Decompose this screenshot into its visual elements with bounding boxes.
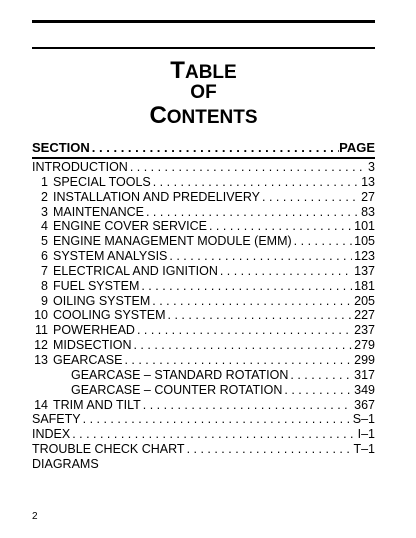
toc-entry-page: 101 (354, 219, 375, 234)
toc-entry[interactable] (32, 205, 375, 220)
toc-entry[interactable] (32, 338, 375, 353)
toc-entry-title: INTRODUCTION (32, 160, 128, 174)
toc-entry[interactable] (32, 175, 375, 190)
title-line-2: OF (190, 82, 217, 104)
toc-entry-number (32, 383, 53, 398)
section-heading: SECTION (32, 140, 90, 155)
toc-entry-page: 205 (354, 293, 375, 308)
toc-entry-leader (139, 279, 352, 294)
toc-entry[interactable] (32, 353, 375, 368)
toc-entry-title: COOLING SYSTEM (53, 308, 166, 323)
toc-entry-leader (150, 294, 352, 309)
toc-entry-title: SPECIAL TOOLS (53, 174, 151, 189)
toc-entry-number: 2 (41, 189, 48, 204)
page-title (32, 58, 375, 128)
toc-header (32, 140, 375, 156)
toc-entry[interactable] (32, 427, 375, 442)
toc-entry[interactable] (32, 457, 375, 472)
toc-entry-page: 83 (361, 204, 375, 219)
toc-entry[interactable] (32, 323, 375, 338)
toc-entry-number: 3 (41, 204, 48, 219)
toc-entry-leader (288, 368, 352, 383)
toc-entry-page: 279 (354, 338, 375, 353)
toc-entry-title: MIDSECTION (53, 338, 132, 353)
toc-entry-page: S–1 (352, 412, 375, 427)
toc-entry-page: 367 (354, 397, 375, 412)
toc-entry-page: 237 (354, 323, 375, 338)
toc-entry-leader (128, 160, 366, 175)
toc-entry-title: GEARCASE – STANDARD ROTATION (71, 367, 289, 382)
toc-entry[interactable] (32, 234, 375, 249)
toc-entry-title: SAFETY (32, 412, 81, 427)
toc-entry-number: 9 (41, 293, 48, 308)
toc-entry-leader (207, 219, 352, 234)
toc-entry-number: 12 (34, 338, 48, 353)
toc-entry-leader (81, 412, 351, 427)
toc-entry-leader (167, 249, 352, 264)
toc-entry-title: MAINTENANCE (53, 204, 144, 219)
toc-entry-title: GEARCASE (53, 352, 123, 367)
toc-entry-number: 7 (41, 263, 48, 278)
page-heading: PAGE (339, 140, 375, 155)
toc-entry-number: 1 (41, 174, 48, 189)
toc-entry-title: POWERHEAD (53, 323, 135, 338)
toc-entry-number (32, 368, 53, 383)
toc-entry-leader (282, 383, 352, 398)
toc-entry[interactable] (32, 249, 375, 264)
toc-entry-leader (151, 175, 359, 190)
toc-entry-title: ENGINE COVER SERVICE (53, 219, 207, 234)
toc-entry[interactable] (32, 219, 375, 234)
title-cap-t: T (170, 57, 185, 84)
toc-entry-page: 299 (354, 352, 375, 367)
toc-entry-number: 4 (41, 219, 48, 234)
toc-entry-number: 11 (35, 323, 48, 338)
second-rule (32, 47, 375, 49)
title-rest-ontents: ONTENTS (166, 107, 258, 129)
toc-list (32, 160, 375, 472)
toc-entry-leader (292, 234, 352, 249)
toc-entry-page: 137 (354, 263, 375, 278)
toc-entry-title: ENGINE MANAGEMENT MODULE (EMM) (53, 234, 292, 249)
toc-entry-leader (166, 308, 353, 323)
toc-entry-number: 5 (41, 234, 48, 249)
toc-entry-title: TRIM AND TILT (53, 397, 141, 412)
toc-entry-title: DIAGRAMS (32, 456, 99, 471)
toc-entry-title: OILING SYSTEM (53, 293, 151, 308)
top-rule (32, 20, 375, 23)
toc-entry[interactable] (32, 368, 375, 383)
title-rest-able: ABLE (184, 62, 237, 83)
toc-entry-number: 10 (34, 308, 48, 323)
toc-entry-page: 13 (361, 174, 375, 189)
header-leader (90, 140, 339, 156)
toc-entry-page: 105 (354, 234, 375, 249)
title-cap-c: C (149, 102, 167, 130)
toc-entry[interactable] (32, 264, 375, 279)
toc-entry-number: 8 (41, 278, 48, 293)
toc-entry-leader (185, 442, 352, 457)
title-line-3 (32, 103, 375, 128)
toc-entry-leader (131, 338, 352, 353)
toc-entry[interactable] (32, 308, 375, 323)
toc-entry-page: 27 (361, 189, 375, 204)
toc-entry-number: 13 (34, 352, 48, 367)
toc-entry-title: GEARCASE – COUNTER ROTATION (71, 382, 283, 397)
toc-entry-page: 349 (354, 382, 375, 397)
toc-entry-page: 317 (354, 367, 375, 382)
toc-entry-number: 6 (41, 249, 48, 264)
toc-entry-leader (260, 190, 359, 205)
toc-entry[interactable] (32, 160, 375, 175)
toc-entry-leader (218, 264, 352, 279)
header-rule (32, 157, 375, 159)
toc-entry-title: INSTALLATION AND PREDELIVERY (53, 189, 261, 204)
toc-entry-number: 14 (34, 397, 48, 412)
toc-entry-title: FUEL SYSTEM (53, 278, 140, 293)
toc-entry-page: 123 (354, 249, 375, 264)
toc-entry[interactable] (32, 442, 375, 457)
toc-entry[interactable] (32, 398, 375, 413)
toc-entry[interactable] (32, 190, 375, 205)
toc-entry-leader (122, 353, 352, 368)
toc-entry[interactable] (32, 279, 375, 294)
toc-entry[interactable] (32, 412, 375, 427)
toc-entry-title: TROUBLE CHECK CHART (32, 442, 185, 457)
page-number: 2 (32, 511, 38, 522)
toc-entry-leader (141, 398, 352, 413)
toc-entry[interactable] (32, 294, 375, 309)
toc-entry-leader (144, 205, 359, 220)
toc-entry-page: 227 (354, 308, 375, 323)
toc-entry-leader (135, 323, 352, 338)
toc-entry[interactable] (32, 383, 375, 398)
title-line-1 (32, 58, 375, 83)
toc-entry-page: T–1 (353, 442, 375, 457)
toc-entry-title: INDEX (32, 427, 71, 442)
toc-entry-title: ELECTRICAL AND IGNITION (53, 263, 218, 278)
toc-entry-title: SYSTEM ANALYSIS (53, 249, 168, 264)
toc-entry-page: 3 (368, 160, 375, 174)
toc-entry-page: I–1 (357, 427, 375, 442)
toc-entry-page: 181 (354, 278, 375, 293)
toc-entry-leader (70, 427, 355, 442)
